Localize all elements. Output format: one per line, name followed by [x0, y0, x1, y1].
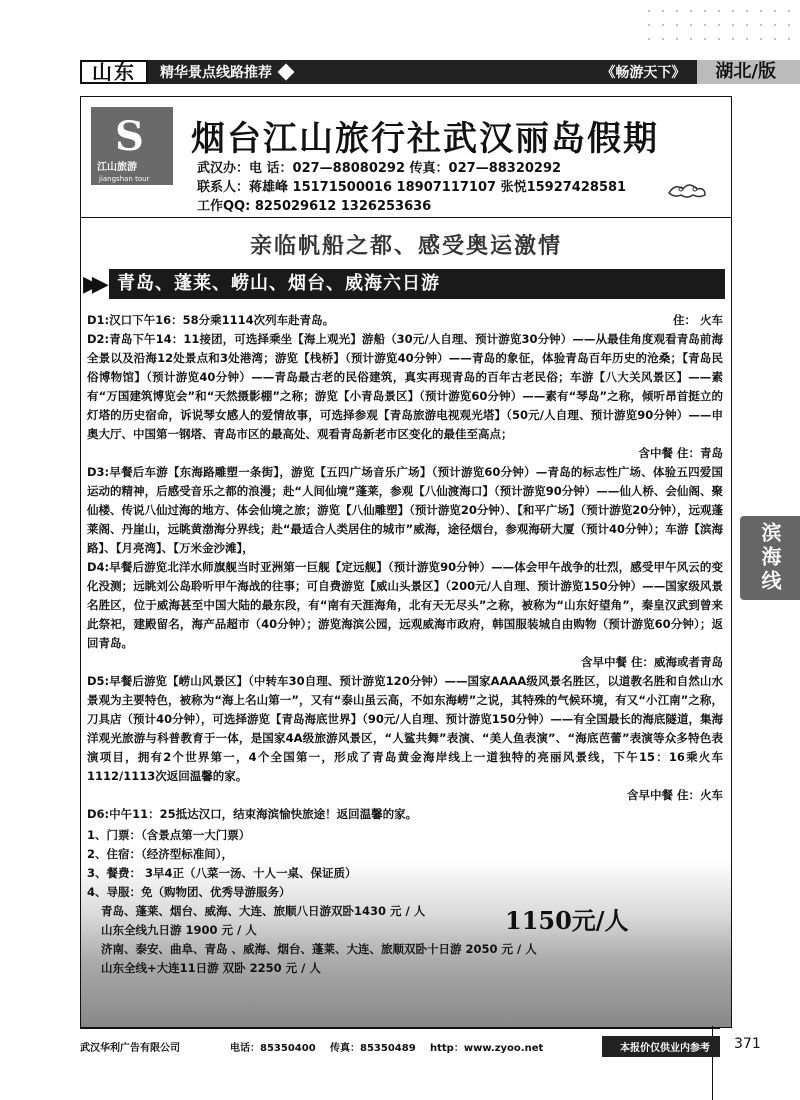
day-text: [87, 558, 723, 653]
day-label: D2:: [87, 332, 110, 346]
contact-line: 联系人：蒋雄峰 15171500016 18907117107 张悦15927428581: [197, 180, 627, 195]
footer: [80, 1034, 720, 1058]
footer-company: 武汉华利广告有限公司: [80, 1042, 180, 1054]
edition-label: 湖北/版: [697, 60, 800, 84]
footer-phone: 电话：85350400: [230, 1042, 316, 1054]
logo-mark: S: [115, 113, 144, 160]
day-text: [87, 463, 723, 558]
itinerary: [87, 311, 723, 978]
day-item: [87, 805, 723, 824]
day-text: [87, 330, 723, 444]
magazine-title: 《畅游天下》: [601, 65, 686, 81]
day-meal: 含早中餐 住：威海或者青岛: [580, 655, 723, 669]
day-text: [87, 672, 723, 786]
header-divider: [81, 217, 731, 218]
header-band: [80, 60, 800, 84]
agency-logo: [91, 107, 173, 185]
day-meal: 含早中餐 住：火车: [626, 788, 723, 802]
other-route-item: 青岛、蓬莱、烟台、威海、大连、旅顺八日游双卧1430 元 / 人: [101, 904, 426, 918]
day-text: [87, 805, 723, 824]
day-item: [87, 463, 723, 558]
other-route-item: 山东全线+大连11日游 双卧 2250 元 / 人: [101, 961, 321, 975]
day-description: 早餐后游览【崂山风景区】（中转车30自理、预计游览120分钟）——国家AAAA级风景名胜区，以道教名胜和自然山水景观为主要特色，被称为“海上名山第一”，又有“泰山虽云高，不如东海崂”之说，其特殊的气候环境，有又“小江南”之称，刀具店（预计40分钟），可选择游览【青岛海底世界】（90元/人自理、预计游览150分钟）——有全国最长的海底隧道，集海洋观光旅游与科普教育于一体，是国家4A级旅游风景区，“人鲨共舞”表演、“美人鱼表演”、“海底芭蕾”表演等众多特色表演项目，拥有2个世界第一，4个全国第一，形成了青岛黄金海岸线上一道独特的亮丽风景线，下午15：16乘火车1112/1113次返回温馨的家。: [87, 674, 723, 783]
section-title: 精华景点线路推荐: [160, 65, 272, 81]
route-title: 青岛、蓬莱、崂山、烟台、威海六日游: [109, 269, 725, 299]
day-item: [87, 672, 723, 805]
page-number: 371: [734, 1036, 761, 1052]
other-route-item: 济南、泰安、曲阜、青岛 、威海、烟台、蓬莱、大连、旅顺双卧十日游 2050 元 / 人: [101, 942, 537, 956]
region-title: 山东: [80, 60, 148, 84]
footer-divider: [80, 1028, 720, 1029]
slogan: 亲临帆船之都、感受奥运激情: [249, 234, 562, 259]
note-item: 4、导服：免（购物团、优秀导游服务）: [87, 885, 291, 899]
agency-name: 烟台江山旅行社武汉丽岛假期: [191, 119, 659, 159]
day-label: D1:: [87, 313, 110, 327]
dot-pattern-decoration: [642, 4, 792, 52]
day-item: [87, 330, 723, 463]
note-item: 1、门票：（含景点第一大门票）: [87, 828, 251, 842]
footer-website: http：www.zyoo.net: [430, 1042, 544, 1054]
other-route-item: 山东全线九日游 1900 元 / 人: [101, 923, 257, 937]
day-description: 青岛下午14：11接团，可选择乘坐【海上观光】游船（30元/人自理、预计游览30分钟）——从最佳角度观看青岛前海全景以及沿海12处景点和3处港湾；游览【栈桥】（预计游览40分钟）——青岛的象征，体验青岛百年历史的沧桑；【青岛民俗博物馆】（预计游览40分钟）——青岛最古老的民俗建筑，真实再现青岛的百年古老民俗；车游【八大关风景区】——素有“万国建筑博览会”和“天然摄影棚”之称；游览【小青岛景区】（预计游览60分钟）——素有“琴岛”之称，倾听昂首挺立的灯塔的历史宿命，诉说琴女感人的爱情故事，可选择参观【青岛旅游电视观光塔】（50元/人自理、预计游览90分钟）——申奥大厅、中国第一钢塔、青岛市区的最高处、观看青岛新老市区变化的最佳至高点；: [87, 332, 723, 441]
contact-block: [197, 159, 626, 216]
logo-text: 江山旅游: [97, 162, 137, 173]
day-description: 早餐后游览北洋水师旗舰当时亚洲第一巨舰【定远舰】（预计游览90分钟）——体会甲午战争的壮烈，感受甲午风云的变化没测；远眺刘公岛聆听甲午海战的往事；可自费游览【威山头景区】（200元/人自理、预计游览150分钟）——国家级风景名胜区，位于威海甚至中国大陆的最东段，有“南有天涯海角，北有天无尽头”之称，被称为“山东好望角”，秦皇汉武到曾来此祭祀，建殿留名，海产品超市（40分钟）；游览海滨公园，远观威海市政府，韩国服装城自由购物（预计游览60分钟）；返回青岛。: [87, 560, 723, 650]
day-label: D6:: [87, 807, 110, 821]
day-text: [87, 311, 723, 330]
day-description: 中午11：25抵达汉口，结束海滨愉快旅途！返回温馨的家。: [109, 807, 418, 821]
day-description: 汉口下午16：58分乘1114次列车赴青岛。: [109, 313, 335, 327]
contact-line: 工作QQ: 825029612 1326253636: [197, 199, 432, 214]
contact-line: 武汉办：电 话：027—88080292 传真：027—88320292: [197, 161, 562, 176]
note-item: 3、餐费： 3早4正（八菜一汤、十人一桌、保证质）: [87, 866, 357, 880]
footer-fax: 传真：85350489: [330, 1042, 416, 1054]
day-label: D4:: [87, 560, 110, 574]
route-title-bar: [81, 269, 731, 299]
cloud-icon: [665, 179, 709, 199]
day-item: [87, 311, 723, 330]
day-label: D3:: [87, 465, 110, 479]
day-meal: 含中餐 住：青岛: [638, 446, 723, 460]
footer-disclaimer: 本报价仅供业内参考: [602, 1036, 720, 1057]
day-label: D5:: [87, 674, 110, 688]
side-category-tab: 滨海线: [740, 516, 800, 600]
day-meal: 住： 火车: [672, 313, 723, 327]
day-item: [87, 558, 723, 672]
logo-subtext: jiangshan tour: [99, 175, 150, 183]
day-description: 早餐后车游【东海路雕塑一条街】，游览【五四广场音乐广场】（预计游览60分钟）—青岛的标志性广场、体验五四爱国运动的精神，后感受音乐之都的浪漫；赴“人间仙境”蓬莱，参观【八仙渡海口】（预计游览90分钟）——仙人桥、会仙阁、聚仙楼、传说八仙过海的地方、体会仙境之旅；游览【八仙雕塑】（预计游览20分钟）、【和平广场】（预计游览20分钟），远观蓬莱阁、丹崖山，远眺黄渤海分界线；赴“最适合人类居住的城市”威海，途径烟台，参观海研大厦（预计40分钟）；车游【滨海路】、【月亮湾】、【万米金沙滩】，: [87, 465, 723, 555]
note-item: 2、住宿：（经济型标准间），: [87, 847, 234, 861]
diamond-icon: [278, 64, 295, 81]
ad-frame: [80, 96, 732, 1028]
header-right: [601, 60, 800, 84]
price-label: 1150元/人: [505, 906, 629, 935]
double-arrow-icon: ▶▶: [83, 271, 101, 297]
